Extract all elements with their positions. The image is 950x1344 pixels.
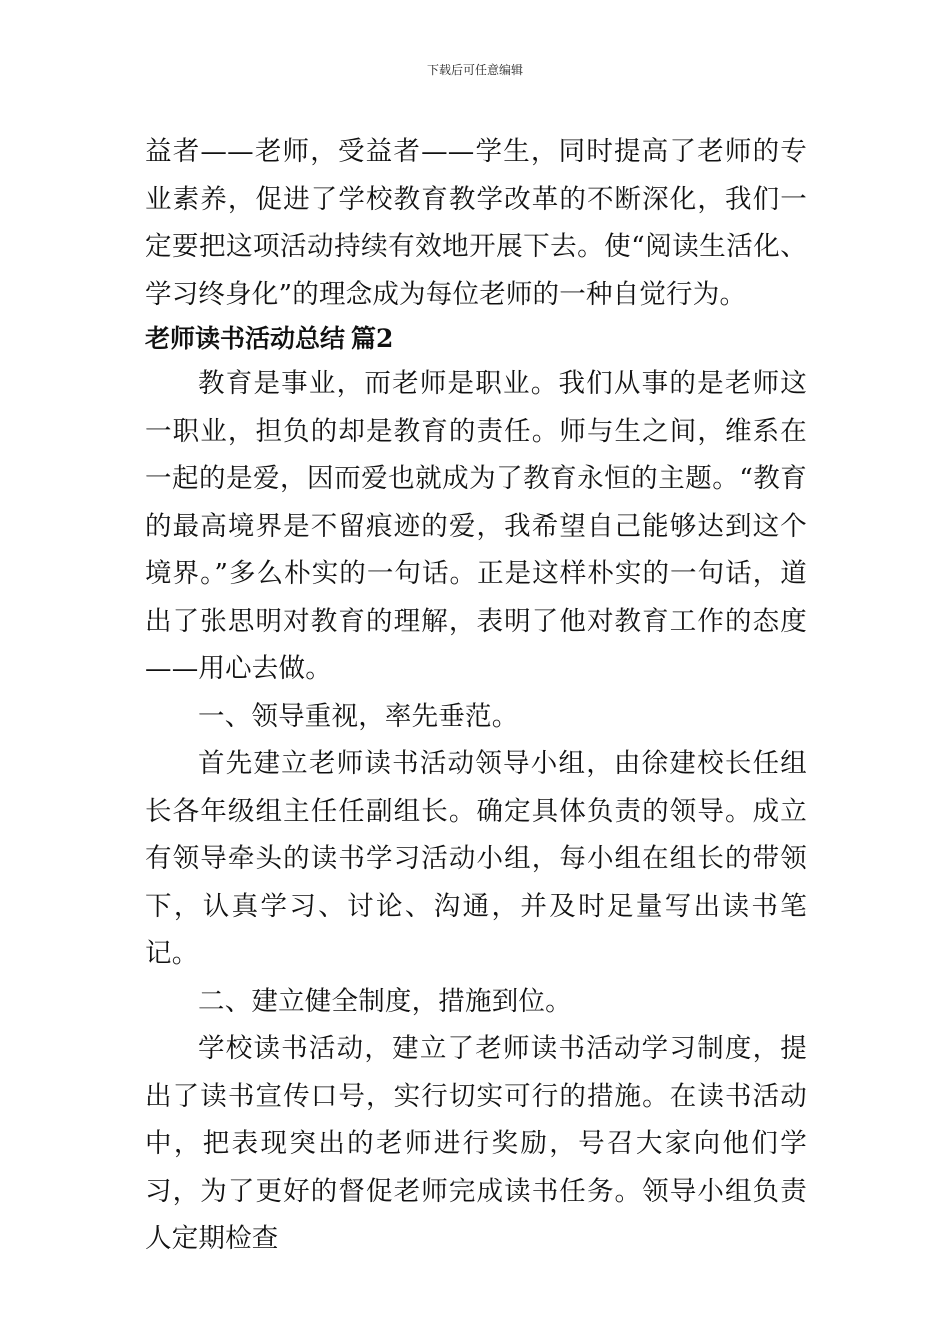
section-heading [145, 318, 807, 360]
subheading-system: 二、建立健全制度，措施到位。 [198, 985, 572, 1017]
paragraph-system: 学校读书活动，建立了老师读书活动学习制度，提出了读书宣传口号，实行切实可行的措施。在读书活动中，把表现突出的老师进行奖励，号召大家向他们学习，为了更好的督促老师完成读书任务。领导小组负责人定期检查 [145, 1033, 807, 1254]
paragraph-intro: 教育是事业，而老师是职业。我们从事的是老师这一职业，担负的却是教育的责任。师与生之间，维系在一起的是爱，因而爱也就成为了教育永恒的主题。“教育的最高境界是不留痕迹的爱，我希望自己能够达到这个境界。”多么朴实的一句话。正是这样朴实的一句话，道出了张思明对教育的理解，表明了他对教育工作的态度——用心去做。 [145, 368, 807, 684]
paragraph-leadership: 首先建立老师读书活动领导小组，由徐建校长任组长各年级组主任任副组长。确定具体负责的领导。成立有领导牵头的读书学习活动小组，每小组在组长的带领下，认真学习、讨论、沟通，并及时足量写出读书笔记。 [145, 748, 807, 969]
page-header: 下载后可任意编辑 [426, 63, 523, 77]
paragraph-continued: 益者——老师，受益者——学生，同时提高了老师的专业素养，促进了学校教育教学改革的不断深化，我们一定要把这项活动持续有效地开展下去。使“阅读生活化、学习终身化”的理念成为每位老师的一种自觉行为。 [145, 136, 807, 310]
subheading-leadership: 一、领导重视，率先垂范。 [198, 700, 519, 732]
section-title: 老师读书活动总结 [145, 324, 346, 353]
document-body [145, 128, 807, 1263]
section-number: 篇2 [351, 324, 394, 353]
